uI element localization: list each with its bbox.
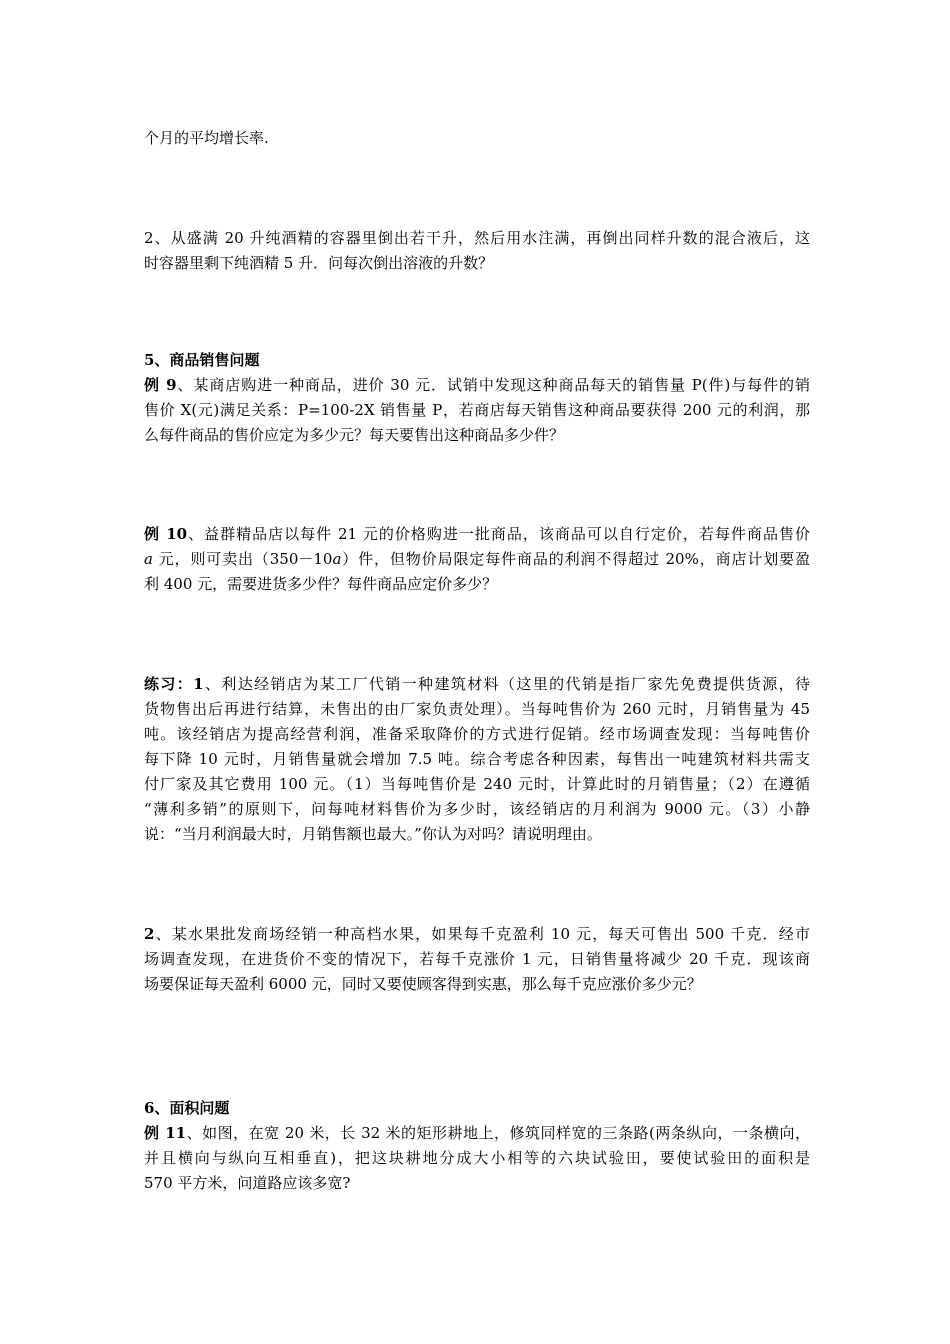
example-label: 例 11 — [144, 1124, 187, 1142]
paragraph-line — [144, 547, 810, 572]
paragraph-line: 场要保证每天盈利 6000 元，同时又要使顾客得到实惠，那么每千克应涨价多少元？ — [144, 975, 702, 993]
practice-1-line — [144, 672, 810, 697]
section-heading: 6、面积问题 — [144, 1099, 230, 1117]
paragraph-line: 售价 X(元)满足关系：P=100-2X 销售量 P，若商店每天销售这种商品要获得 200 元的利润，那 — [144, 401, 810, 419]
example-label: 例 9 — [144, 376, 177, 394]
practice-text: 、利达经销店为某工厂代销一种建筑材料（这里的代销是指厂家先免费提供货源，待 — [203, 675, 810, 693]
practice-label: 2 — [144, 925, 155, 943]
example-9-line — [144, 373, 810, 398]
growth-rate-fragment — [144, 126, 810, 151]
practice-1 — [144, 672, 810, 847]
variable-a: a — [332, 550, 342, 568]
section-heading: 5、商品销售问题 — [144, 351, 260, 369]
section-area — [144, 1096, 810, 1196]
variable-a: a — [144, 550, 153, 568]
paragraph-line: 么每件商品的售价应定为多少元？每天要售出这种商品多少件？ — [144, 426, 565, 444]
practice-text: 、某水果批发商场经销一种高档水果，如果每千克盈利 10 元，每天可售出 500 千克．经市 — [154, 925, 810, 943]
paragraph-line: 场调查发现，在进货价不变的情况下，若每千克涨价 1 元，日销售量将减少 20 千克．现该商 — [144, 950, 810, 968]
example-11-line — [144, 1121, 810, 1146]
problem-alcohol — [144, 226, 810, 276]
paragraph-text: 元，则可卖出（350－10 — [152, 550, 333, 568]
paragraph-line: 吨。该经销店为提高经营利润，准备采取降价的方式进行促销。经市场调查发现：当每吨售价 — [144, 725, 810, 743]
section-sales — [144, 348, 810, 448]
example-text: 、益群精品店以每件 21 元的价格购进一批商品，该商品可以自行定价，若每件商品售价 — [187, 525, 810, 543]
example-10-line — [144, 522, 810, 547]
example-text: 、某商店购进一种商品，进价 30 元．试销中发现这种商品每天的销售量 P(件)与每件的销 — [176, 376, 810, 394]
practice-2 — [144, 922, 810, 997]
paragraph-line: 货物售出后再进行结算，未售出的由厂家负责处理）。当每吨售价为 260 元时，月销售量为 45 — [144, 700, 810, 718]
paragraph-line: 利 400 元，需要进货多少件？每件商品应定价多少？ — [144, 575, 498, 593]
paragraph-line: 每下降 10 元时，月销售量就会增加 7.5 吨。综合考虑各种因素，每售出一吨建筑材料共需支 — [144, 750, 810, 768]
paragraph-line: 并且横向与纵向互相垂直)，把这块耕地分成大小相等的六块试验田，要使试验田的面积是 — [144, 1149, 810, 1167]
paragraph-line: 时容器里剩下纯酒精 5 升．问每次倒出溶液的升数？ — [144, 254, 494, 272]
paragraph-line: “薄利多销”的原则下，问每吨材料售价为多少时，该经销店的月利润为 9000 元。（3）小静 — [144, 800, 810, 818]
paragraph-line: 个月的平均增长率. — [144, 129, 269, 147]
practice-label: 练习：1 — [144, 675, 204, 693]
paragraph-line: 说：“当月利润最大时，月销售额也最大。”你认为对吗？请说明理由。 — [144, 825, 602, 843]
practice-2-line — [144, 922, 810, 947]
example-text: 、如图，在宽 20 米，长 32 米的矩形耕地上，修筑同样宽的三条路(两条纵向，一条横向， — [186, 1124, 810, 1142]
paragraph-line: 付厂家及其它费用 100 元。（1）当每吨售价是 240 元时，计算此时的月销售量；（2）在遵循 — [144, 775, 810, 793]
paragraph-text: ）件，但物价局限定每件商品的利润不得超过 20%，商店计划要盈 — [341, 550, 810, 568]
paragraph-line: 2、从盛满 20 升纯酒精的容器里倒出若干升，然后用水注满，再倒出同样升数的混合液后，这 — [144, 229, 810, 247]
example-10 — [144, 522, 810, 597]
example-label: 例 10 — [144, 525, 188, 543]
paragraph-line: 570 平方米，问道路应该多宽? — [144, 1174, 351, 1192]
